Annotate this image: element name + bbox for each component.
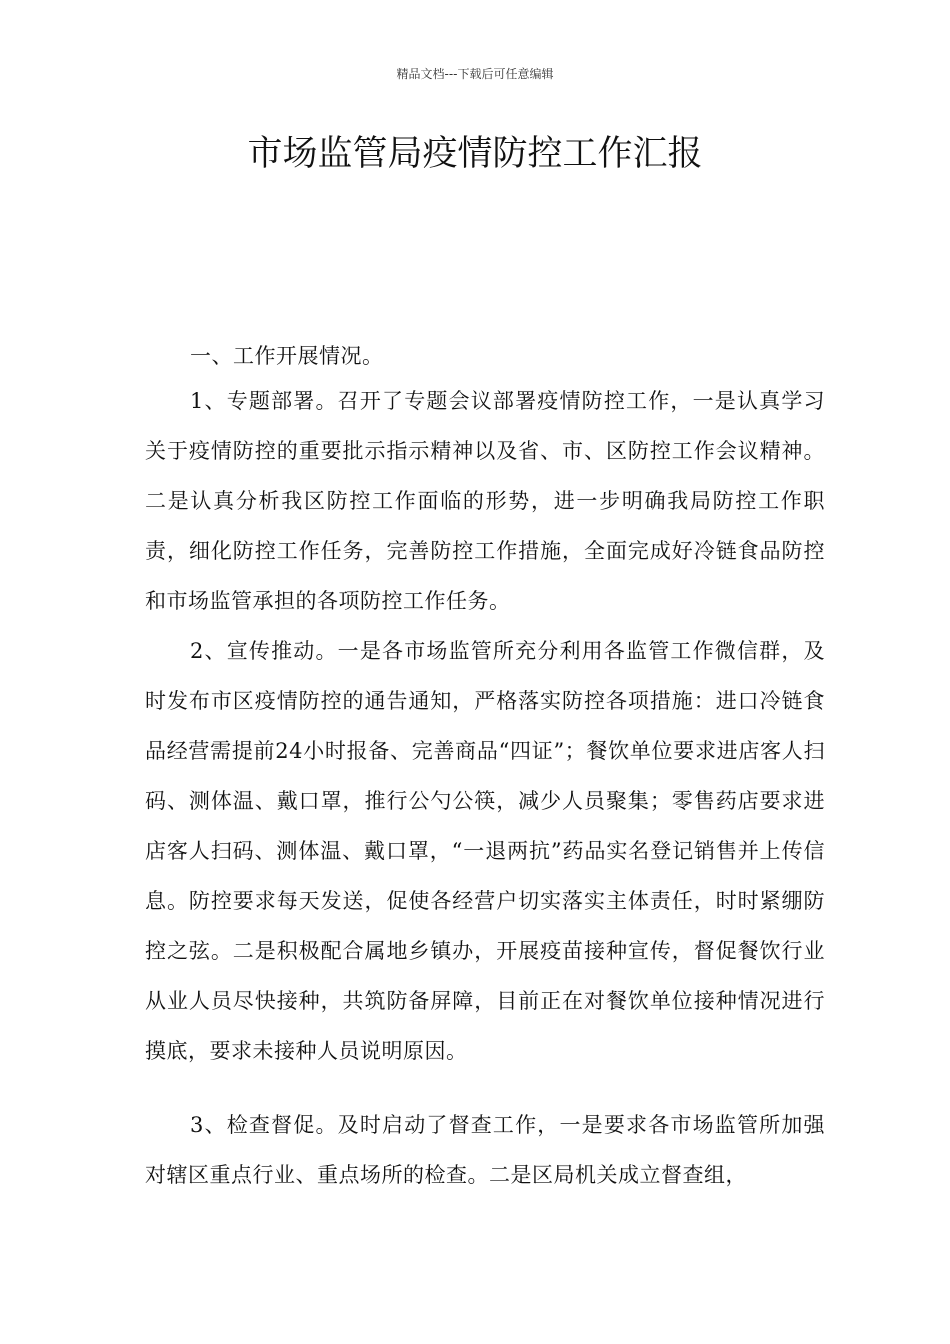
- section-heading-block: [145, 331, 825, 381]
- paragraph-publicity-promotion: 2、宣传推动。一是各市场监管所充分利用各监管工作微信群，及时发布市区疫情防控的通告通知，严格落实防控各项措施：进口冷链食品经营需提前24小时报备、完善商品“四证”；餐饮单位要求进店客人扫码、测体温、戴口罩，推行公勺公筷，减少人员聚集；零售药店要求进店客人扫码、测体温、戴口罩，“一退两抗”药品实名登记销售并上传信息。防控要求每天发送，促使各经营户切实落实主体责任，时时紧绷防控之弦。二是积极配合属地乡镇办，开展疫苗接种宣传，督促餐饮行业从业人员尽快接种，共筑防备屏障，目前正在对餐饮单位接种情况进行摸底，要求未接种人员说明原因。: [145, 639, 825, 1063]
- document-title: 市场监管局疫情防控工作汇报: [247, 134, 703, 174]
- paragraph-special-deployment: 1、专题部署。召开了专题会议部署疫情防控工作，一是认真学习关于疫情防控的重要批示指示精神以及省、市、区防控工作会议精神。二是认真分析我区防控工作面临的形势，进一步明确我局防控工作职责，细化防控工作任务，完善防控工作措施，全面完成好冷链食品防控和市场监管承担的各项防控工作任务。: [145, 389, 825, 613]
- body-block-continued: [145, 1100, 825, 1200]
- paragraph-inspection-supervision: 3、检查督促。及时启动了督查工作，一是要求各市场监管所加强对辖区重点行业、重点场所的检查。二是区局机关成立督查组，: [145, 1113, 825, 1187]
- section-heading: 一、工作开展情况。: [190, 344, 384, 368]
- page-header-note: 精品文档---下载后可任意编辑: [396, 67, 554, 81]
- body-block-main: [145, 376, 825, 1076]
